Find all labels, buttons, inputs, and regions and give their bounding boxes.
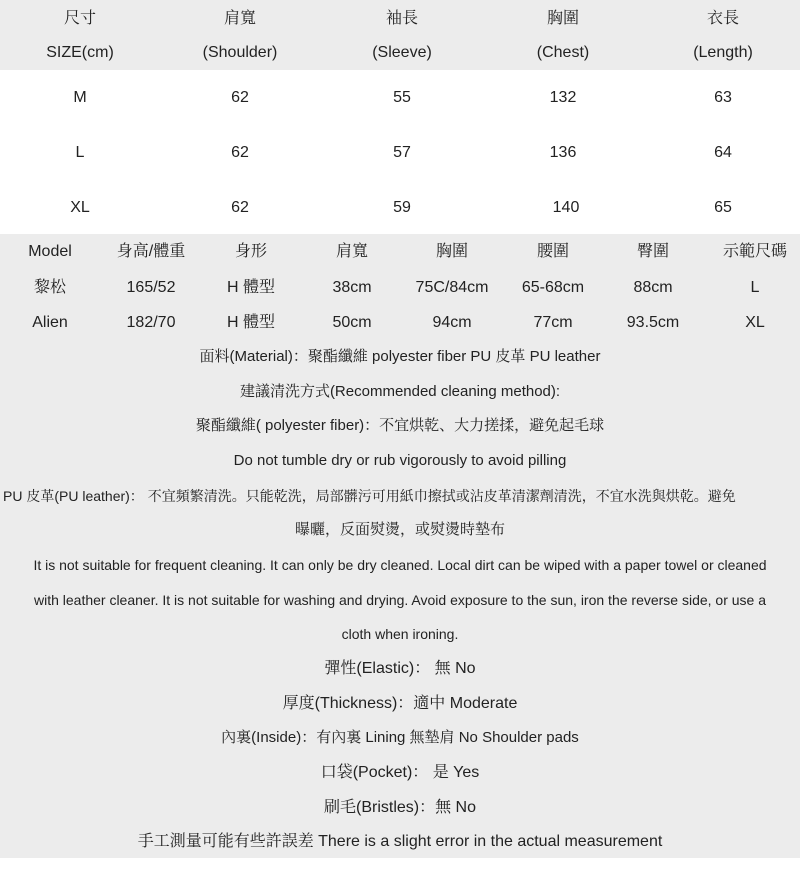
table-row-xl-chest: 140: [552, 199, 580, 216]
elastic-line: 彈性(Elastic)： 無 No: [324, 660, 476, 677]
model-header-chest: 胸圍: [435, 243, 469, 260]
size-header-cn-size: 尺寸: [63, 10, 97, 27]
table-row-model2-waist: 77cm: [533, 314, 573, 331]
table-row-model1-hip: 88cm: [633, 279, 673, 296]
product-info-section: [0, 340, 800, 858]
measurement-error-note: 手工測量可能有些許誤差 There is a slight error in the actual measurement: [137, 833, 663, 850]
size-header-cn-shoulder: 肩寬: [223, 10, 257, 27]
inside-line: 內裏(Inside)：有內裏 Lining 無墊肩 No Shoulder pads: [221, 729, 579, 746]
pu-care-en-line3: cloth when ironing.: [341, 626, 459, 642]
table-row-m-chest: 132: [549, 89, 577, 106]
bristles-line: 刷毛(Bristles)：無 No: [323, 799, 476, 816]
table-row-m-length: 63: [714, 89, 732, 106]
table-row-model2-chest: 94cm: [432, 314, 472, 331]
table-row-l-sleeve: 57: [393, 144, 411, 161]
model-header-shoulder: 肩寬: [335, 243, 369, 260]
size-header-cn-sleeve: 袖長: [385, 10, 419, 27]
table-row-model1-body-type: H 體型: [226, 279, 276, 296]
table-row-l-shoulder: 62: [231, 144, 249, 161]
table-row-m-sleeve: 55: [393, 89, 411, 106]
size-header-en-size: SIZE(cm): [46, 44, 114, 61]
size-header-cn-chest: 胸圍: [546, 10, 580, 27]
thickness-line: 厚度(Thickness)：適中 Moderate: [282, 695, 518, 712]
model-table-body: [0, 270, 800, 340]
table-row-model1-chest: 75C/84cm: [415, 279, 489, 296]
model-header-height-weight: 身高/體重: [116, 243, 186, 260]
size-header-en-shoulder: (Shoulder): [202, 44, 278, 61]
table-row-xl-sleeve: 59: [393, 199, 411, 216]
pu-care-en-line1: It is not suitable for frequent cleaning. It can only be dry cleaned. Local dirt can be wiped with a paper towel or cleaned: [33, 557, 767, 573]
table-row-model2-shoulder: 50cm: [332, 314, 372, 331]
table-row-model1-waist: 65-68cm: [521, 279, 585, 296]
pu-care-cn-line2: 曝曬，反面熨燙，或熨燙時墊布: [294, 521, 505, 538]
size-header-en-length: (Length): [693, 44, 753, 61]
table-row-m-size: M: [73, 89, 87, 106]
table-row-model2-name: Alien: [32, 314, 68, 331]
polyester-care-en: Do not tumble dry or rub vigorously to avoid pilling: [233, 452, 567, 469]
table-row-xl-length: 65: [714, 199, 732, 216]
table-row-model1-name: 黎松: [33, 279, 67, 296]
table-row-model1-shoulder: 38cm: [332, 279, 372, 296]
model-header-waist: 腰圍: [536, 243, 570, 260]
model-table-header: [0, 234, 800, 270]
table-row-model2-height-weight: 182/70: [126, 314, 176, 331]
size-header-en-sleeve: (Sleeve): [372, 44, 432, 61]
material-line: 面料(Material)：聚酯纖維 polyester fiber PU 皮革 PU leather: [199, 348, 601, 365]
model-header-body-type: 身形: [234, 243, 268, 260]
table-row-model1-height-weight: 165/52: [126, 279, 176, 296]
table-row-l-size: L: [75, 144, 85, 161]
model-header-hip: 臀圍: [636, 243, 670, 260]
pocket-line: 口袋(Pocket)： 是 Yes: [320, 764, 480, 781]
table-row-l-length: 64: [714, 144, 732, 161]
cleaning-title: 建議清洗方式(Recommended cleaning method):: [239, 383, 561, 400]
size-table-body: [0, 70, 800, 234]
table-row-xl-size: XL: [70, 199, 90, 216]
table-row-xl-shoulder: 62: [231, 199, 249, 216]
size-header-cn-length: 衣長: [706, 10, 740, 27]
table-row-m-shoulder: 62: [231, 89, 249, 106]
table-row-model1-sample-size: L: [750, 279, 760, 296]
table-row-model2-sample-size: XL: [745, 314, 765, 331]
pu-care-en-line2: with leather cleaner. It is not suitable for washing and drying. Avoid exposure to the sun, iron the reverse side, or use a: [33, 592, 767, 608]
table-row-l-chest: 136: [549, 144, 577, 161]
size-table-header: [0, 0, 800, 70]
pu-care-cn-line1: PU 皮革(PU leather)： 不宜頻繁清洗。只能乾洗，局部髒污可用紙巾擦拭或沾皮革清潔劑清洗，不宜水洗與烘乾。避免: [3, 488, 736, 504]
polyester-care-cn: 聚酯纖維( polyester fiber)：不宜烘乾、大力搓揉，避免起毛球: [195, 417, 605, 434]
table-row-model2-body-type: H 體型: [226, 314, 276, 331]
size-header-en-chest: (Chest): [536, 44, 590, 61]
table-row-model2-hip: 93.5cm: [626, 314, 680, 331]
model-header-sample-size: 示範尺碼: [722, 243, 788, 260]
model-header-model: Model: [28, 243, 72, 260]
